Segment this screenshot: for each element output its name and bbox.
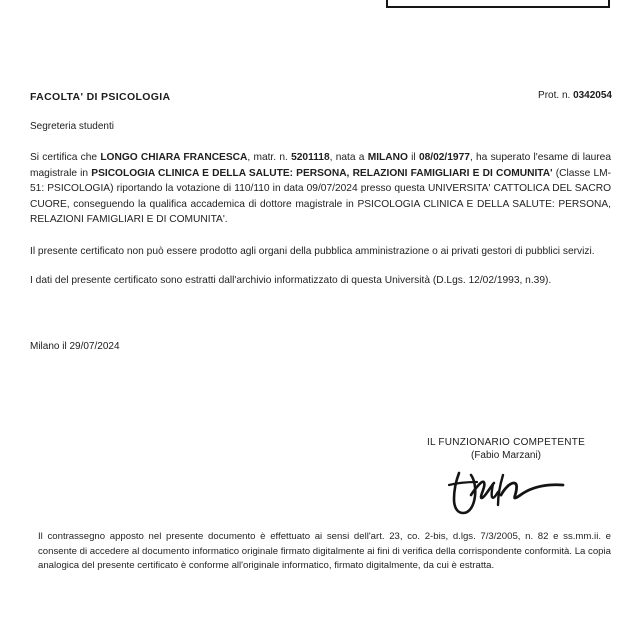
signatory-title: IL FUNZIONARIO COMPETENTE — [426, 437, 586, 448]
barcode-stamp-box — [386, 0, 610, 8]
birth-place: MILANO — [367, 152, 408, 163]
cert-seg-7: presso questa UNIVERSITA' CATTOLICA DEL SACRO CUORE, conseguendo la qualifica accademica di dottore magistrale in PSICOLOGIA CLINICA E DELLA SALUTE: PERSONA, RELAZIONI FAMIGLIARI E DI COMUNITA'. — [30, 183, 611, 226]
place-and-date: Milano il 29/07/2024 — [30, 341, 120, 352]
protocol-number — [538, 90, 612, 101]
cert-seg-5: , ha superato l'esame di laurea magistrale in — [30, 152, 612, 179]
graduation-date: 09/07/2024 — [306, 183, 358, 195]
birth-date: 08/02/1977 — [418, 152, 470, 163]
matricola-number: 5201118 — [291, 152, 330, 163]
cert-seg-4: il — [407, 152, 419, 163]
student-name: LONGO CHIARA FRANCESCA — [100, 152, 248, 163]
restriction-paragraph: Il presente certificato non può essere prodotto agli organi della pubblica amministrazione o ai privati gestori di pubblici servizi. — [30, 245, 595, 257]
protocol-label: Prot. n. — [538, 90, 574, 101]
data-source-paragraph: I dati del presente certificato sono estratti dall'archivio informatizzato di questa Università (D.Lgs. 12/02/1993, n.39). — [30, 274, 552, 286]
cert-seg-1: Si certifica che — [30, 152, 101, 163]
faculty-heading: FACOLTA' DI PSICOLOGIA — [30, 91, 171, 103]
barcode-ticks — [394, 0, 602, 1]
handwritten-signature-icon — [400, 465, 612, 517]
signatory-name: (Fabio Marzani) — [470, 450, 542, 461]
signature-block — [400, 437, 612, 517]
protocol-value: 0342054 — [573, 90, 612, 101]
cert-seg-3: , nata a — [329, 152, 368, 163]
certificate-body — [30, 150, 611, 301]
cert-seg-2: , matr. n. — [247, 152, 292, 163]
legal-footer-note: Il contrassegno apposto nel presente documento è effettuato ai sensi dell'art. 23, co. 2-bis, d.lgs. 7/3/2005, n. 82 e ss.mm.ii. e consente di accedere al documento informatico originale firmato digitalmente ai fini di verifica della corrispondente conformità. La copia analogica del presente certificato è conforme all'originale informatico, firmato digitalmente, da cui è estratta. — [38, 531, 611, 572]
certification-paragraph — [30, 150, 611, 228]
cert-seg-6: (Classe LM-51: PSICOLOGIA) riportando la votazione di 110/110 in data — [30, 167, 611, 195]
degree-name: PSICOLOGIA CLINICA E DELLA SALUTE: PERSONA, RELAZIONI FAMIGLIARI E DI COMUNITA' — [91, 167, 553, 179]
office-label: Segreteria studenti — [30, 121, 114, 132]
